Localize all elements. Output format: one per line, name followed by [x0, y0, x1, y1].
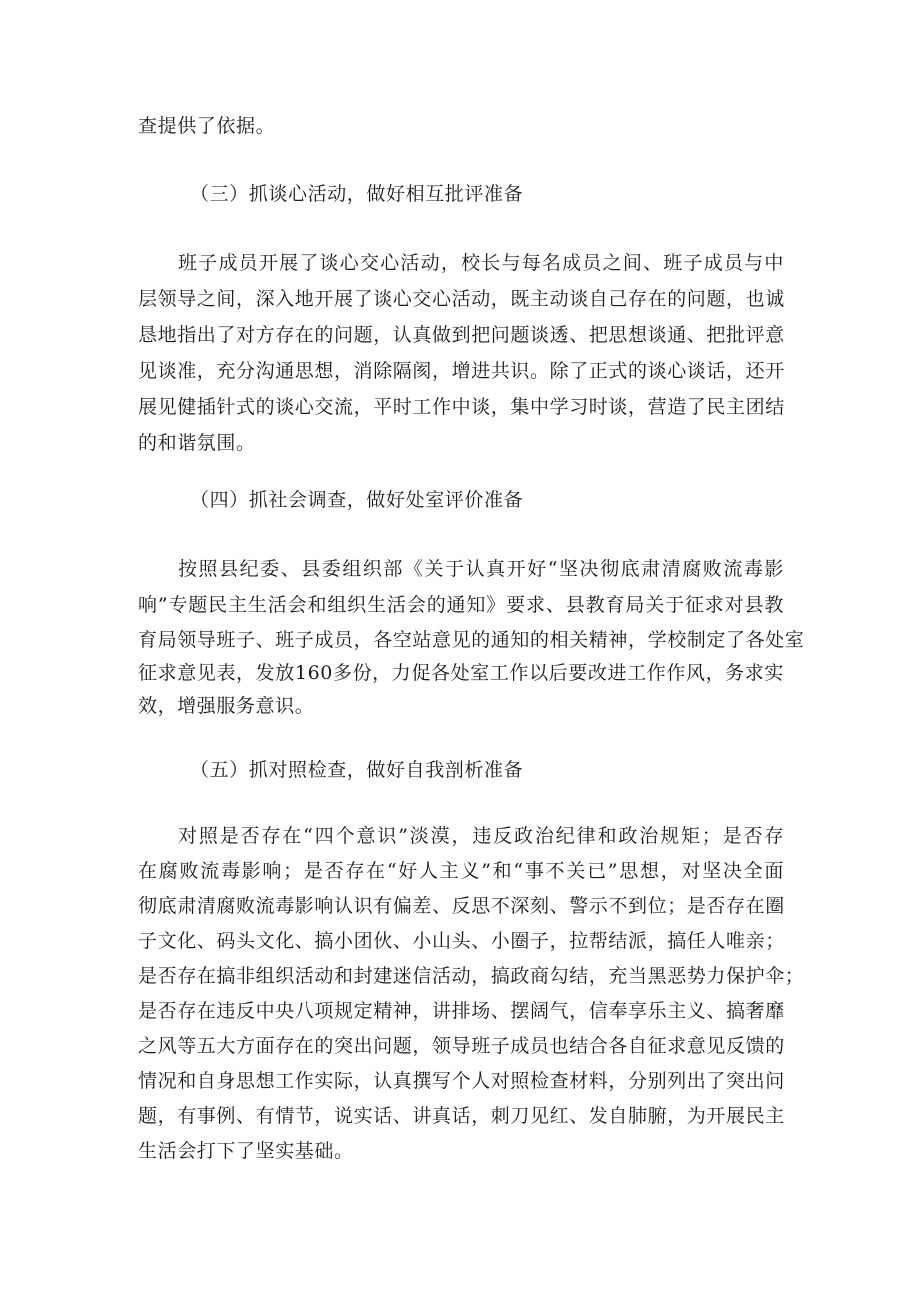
paragraph-line: 见谈准，充分沟通思想，消除隔阂，增进共识。除了正式的谈心谈话，还开	[138, 360, 785, 382]
paragraph-line: 是否存在违反中央八项规定精神，讲排场、摆阔气，信奉享乐主义、搞奢靡	[138, 1000, 785, 1022]
section-heading-5: （五）抓对照检查，做好自我剖析准备	[190, 759, 524, 781]
paragraph-line: 之风等五大方面存在的突出问题，领导班子成员也结合各自征求意见反馈的	[138, 1035, 785, 1057]
paragraph-line: 按照县纪委、县委组织部《关于认真开好“坚决彻底肃清腐败流毒影	[178, 558, 784, 580]
paragraph-line: 展见健插针式的谈心交流，平时工作中谈，集中学习时谈，营造了民主团结	[138, 396, 785, 418]
paragraph-line: 班子成员开展了谈心交心活动，校长与每名成员之间、班子成员与中	[178, 252, 784, 274]
paragraph-line: 的和谐氛围。	[138, 432, 256, 454]
paragraph-line: 查提供了依据。	[138, 115, 276, 137]
paragraph-line: 征求意见表，发放160多份，力促各处室工作以后要改进工作作风，务求实	[138, 662, 784, 684]
paragraph-line: 情况和自身思想工作实际，认真撰写个人对照检查材料，分别列出了突出问	[138, 1070, 785, 1092]
paragraph-line: 恳地指出了对方存在的问题，认真做到把问题谈透、把思想谈通、把批评意	[138, 324, 785, 346]
paragraph-line: 育局领导班子、班子成员，各空站意见的通知的相关精神，学校制定了各处室	[138, 629, 805, 651]
paragraph-line: 是否存在搞非组织活动和封建迷信活动，搞政商勾结，充当黑恶势力保护伞；	[138, 965, 805, 987]
paragraph-line: 彻底肃清腐败流毒影响认识有偏差、反思不深刻、警示不到位；是否存在圈	[138, 895, 785, 917]
paragraph-line: 子文化、码头文化、搞小团伙、小山头、小圈子，拉帮结派，搞任人唯亲；	[138, 930, 785, 952]
section-heading-3: （三）抓谈心活动，做好相互批评准备	[190, 183, 524, 205]
paragraph-line: 层领导之间，深入地开展了谈心交心活动，既主动谈自己存在的问题，也诚	[138, 288, 785, 310]
paragraph-line: 响”专题民主生活会和组织生活会的通知》要求、县教育局关于征求对县教	[138, 594, 784, 616]
paragraph-line: 对照是否存在“四个意识”淡漠，违反政治纪律和政治规矩；是否存	[178, 825, 784, 847]
paragraph-line: 在腐败流毒影响；是否存在“好人主义”和“事不关已”思想，对坚决全面	[138, 860, 784, 882]
section-heading-4: （四）抓社会调查，做好处室评价准备	[190, 489, 524, 511]
paragraph-line: 生活会打下了坚实基础。	[138, 1140, 354, 1162]
paragraph-line: 效，增强服务意识。	[138, 695, 315, 717]
paragraph-line: 题，有事例、有情节，说实话、讲真话，刺刀见红、发自肺腑，为开展民主	[138, 1105, 785, 1127]
